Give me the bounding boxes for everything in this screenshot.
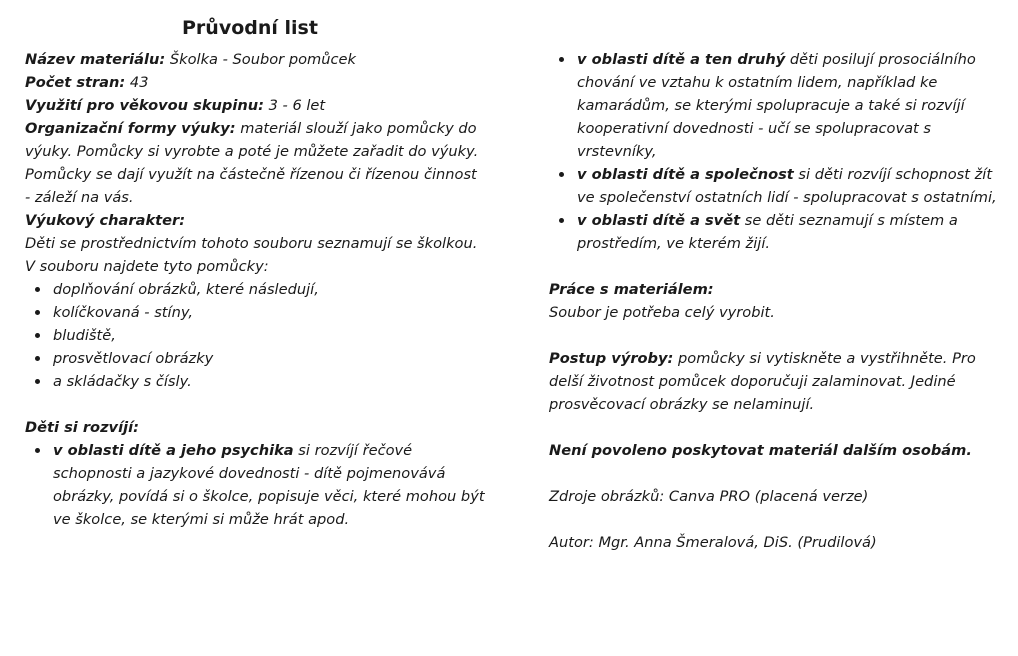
contents-intro: V souboru najdete tyto pomůcky: bbox=[25, 258, 269, 275]
forms-label: Organizační formy výuky: bbox=[25, 120, 236, 137]
right-column bbox=[549, 48, 1009, 554]
spacer bbox=[549, 462, 1009, 485]
work-text: Soubor je potřeba celý vyrobit. bbox=[549, 304, 775, 321]
left-column bbox=[25, 48, 485, 531]
develop-label: Děti si rozvíjí: bbox=[25, 419, 139, 436]
develop-item-text: se děti seznamují s místem a prostředím, ve kterém žijí. bbox=[577, 212, 958, 252]
develop-item-bold: v oblasti dítě a jeho psychika bbox=[53, 442, 294, 459]
work-label-line bbox=[549, 278, 1009, 301]
process-label: Postup výroby: bbox=[549, 350, 674, 367]
spacer bbox=[549, 508, 1009, 531]
develop-item-ten-druhy bbox=[549, 48, 1009, 163]
list-item: doplňování obrázků, které následují, bbox=[25, 278, 485, 301]
material-value: Školka - Soubor pomůcek bbox=[165, 51, 356, 68]
forms-paragraph bbox=[25, 117, 485, 209]
develop-list-continued bbox=[549, 48, 1009, 255]
sources-line: Zdroje obrázků: Canva PRO (placená verze) bbox=[549, 488, 869, 505]
develop-label-line bbox=[25, 416, 485, 439]
work-label: Práce s materiálem: bbox=[549, 281, 714, 298]
list-item: a skládačky s čísly. bbox=[25, 370, 485, 393]
develop-item-psychika bbox=[25, 439, 485, 531]
pages-line bbox=[25, 71, 485, 94]
develop-item-text: si rozvíjí řečové schopnosti a jazykové dovednosti - dítě pojmenovává obrázky, povídá si o školce, popisuje věci, které mohou být ve školce, se kterými si může hrát apod. bbox=[53, 442, 485, 528]
age-label: Využití pro věkovou skupinu: bbox=[25, 97, 264, 114]
develop-item-bold: v oblasti dítě a svět bbox=[577, 212, 741, 229]
spacer bbox=[549, 255, 1009, 278]
spacer bbox=[549, 324, 1009, 347]
spacer bbox=[25, 393, 485, 416]
pages-value: 43 bbox=[125, 74, 149, 91]
notice-line bbox=[549, 439, 1009, 462]
forms-value: materiál slouží jako pomůcky do výuky. Pomůcky si vyrobte a poté je můžete zařadit do výuky. Pomůcky se dají využít na částečně řízenou či řízenou činnost - záleží na vás. bbox=[25, 120, 479, 206]
age-value: 3 - 6 let bbox=[263, 97, 326, 114]
develop-item-text: si děti rozvíjí schopnost žít ve společenství ostatních lidí - spolupracovat s ostatními, bbox=[577, 166, 997, 206]
material-label: Název materiálu: bbox=[25, 51, 166, 68]
character-label: Výukový charakter: bbox=[25, 212, 186, 229]
character-text: Děti se prostřednictvím tohoto souboru seznamují se školkou. bbox=[25, 235, 478, 252]
age-line bbox=[25, 94, 485, 117]
character-label-line bbox=[25, 209, 485, 232]
spacer bbox=[549, 416, 1009, 439]
process-text: pomůcky si vytiskněte a vystřihněte. Pro delší životnost pomůcek doporučuji zalaminovat. Jediné prosvěcovací obrázky se nelaminují. bbox=[549, 350, 976, 413]
author-line: Autor: Mgr. Anna Šmeralová, DiS. (Prudilová) bbox=[549, 534, 877, 551]
develop-item-text: děti posilují prosociálního chování ve vztahu k ostatním lidem, například ke kamarádům, se kterými spolupracuje a také si rozvíjí kooperativní dovednosti - učí se spolupracovat s vrstevníky, bbox=[577, 51, 976, 160]
develop-list bbox=[25, 439, 485, 531]
notice-text: Není povoleno poskytovat materiál dalším osobám. bbox=[549, 442, 972, 459]
develop-item-bold: v oblasti dítě a společnost bbox=[577, 166, 794, 183]
develop-item-spolecnost bbox=[549, 163, 1009, 209]
develop-item-bold: v oblasti dítě a ten druhý bbox=[577, 51, 786, 68]
develop-item-svet bbox=[549, 209, 1009, 255]
list-item: kolíčkovaná - stíny, bbox=[25, 301, 485, 324]
material-line bbox=[25, 48, 485, 71]
list-item: bludiště, bbox=[25, 324, 485, 347]
pages-label: Počet stran: bbox=[25, 74, 126, 91]
page-title: Průvodní list bbox=[182, 17, 318, 39]
process-paragraph bbox=[549, 347, 1009, 416]
contents-list bbox=[25, 278, 485, 393]
list-item: prosvětlovací obrázky bbox=[25, 347, 485, 370]
